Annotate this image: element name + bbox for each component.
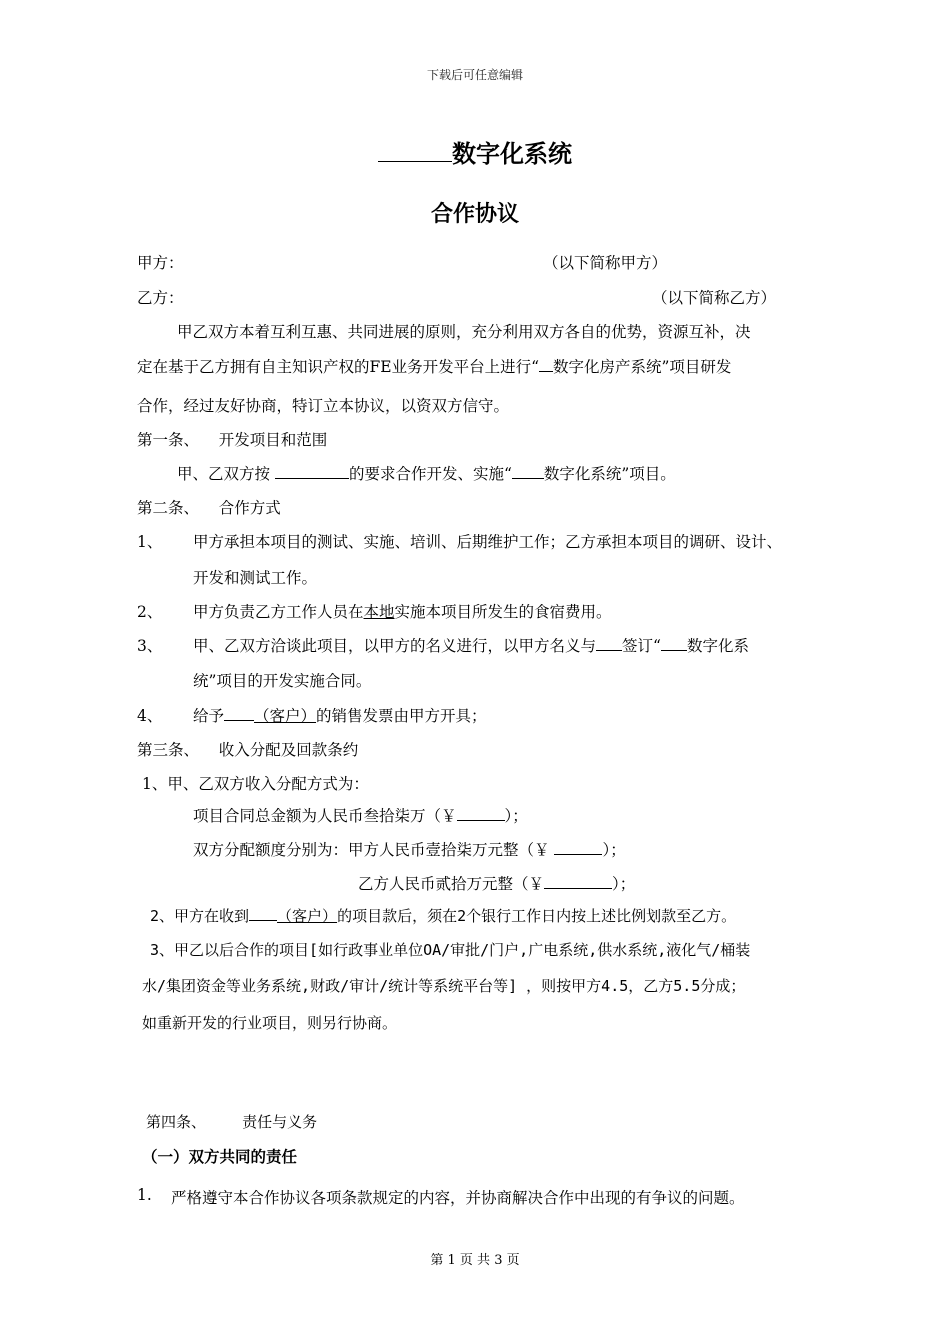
- intro-line-3: 合作，经过友好协商，特订立本协议，以资双方信守。: [137, 397, 510, 415]
- intro-line-2a: 定在基于乙方拥有自主知识产权的FE业务开发平台上进行“: [137, 358, 539, 376]
- art3-share-b-text: ）；: [602, 841, 626, 859]
- art1-text-c: 数字化系统”项目。: [543, 465, 676, 483]
- art2-item3-line2: 统”项目的开发实施合同。: [193, 672, 372, 690]
- art3-section-1: 1、甲、乙双方收入分配方式为：: [142, 775, 369, 793]
- art2-item3-blank-2: [661, 635, 687, 652]
- art3-section-3-line2: 水/集团资金等业务系统,财政/审计/统计等系统平台等] ，则按甲方4.5，乙方5.5分成；: [142, 977, 746, 995]
- page-footer: 第 1 页 共 3 页: [430, 1253, 520, 1268]
- art1-text-b: 的要求合作开发、实施“: [348, 465, 512, 483]
- page-header-note: 下载后可任意编辑: [426, 68, 523, 82]
- art3-section-3-line3: 如重新开发的行业项目，则另行协商。: [142, 1014, 398, 1032]
- art2-item4-underlined: （客户）: [254, 707, 317, 725]
- art3-section-3-line1: 3、甲乙以后合作的项目[如行政事业单位OA/审批/门户,广电系统,供水系统,液化气/桶装: [150, 941, 751, 959]
- intro-line-2b: 数字化房产系统”项目研发: [553, 358, 732, 376]
- art2-item3-a: 甲、乙双方洽谈此项目，以甲方的名义进行，以甲方名义与: [193, 637, 597, 655]
- intro-line-2: [137, 355, 731, 377]
- art1-blank-2: [512, 463, 544, 480]
- title-suffix: 数字化系统: [452, 140, 572, 168]
- art3-share-a: [193, 838, 626, 860]
- art2-item4-a: 给予: [193, 707, 225, 725]
- art2-item2-b: 实施本项目所发生的食宿费用。: [394, 603, 612, 621]
- art3-section-2: [150, 905, 736, 926]
- art1-text-a: 甲、乙双方按: [177, 465, 275, 483]
- art3-share-c-text: 乙方人民币贰拾万元整（￥: [358, 875, 545, 893]
- art3-total-a: 项目合同总金额为人民币叁拾柒万（￥: [193, 807, 457, 825]
- art4-item1-text: 严格遵守本合作协议各项条款规定的内容，并协商解决合作中出现的有争议的问题。: [171, 1189, 745, 1207]
- article-4-title: 第四条、 责任与义务: [146, 1113, 318, 1131]
- art2-item4-text: [193, 704, 487, 726]
- article-1-text: [177, 462, 676, 484]
- art3-share-b-blank: [544, 873, 612, 890]
- article-2-title: 第二条、 合作方式: [137, 499, 281, 517]
- title-blank: [378, 137, 452, 162]
- art3-s2-b: 的项目款后，须在2个银行工作日内按上述比例划款至乙方。: [337, 907, 737, 925]
- art2-item3-c: 数字化系: [686, 637, 749, 655]
- party-a-alias: （以下简称甲方）: [543, 254, 668, 272]
- art2-item2-a: 甲方负责乙方工作人员在: [193, 603, 364, 621]
- art3-share-b: [358, 872, 635, 894]
- art3-s2-underlined: （客户）: [277, 907, 338, 925]
- article-1-title: 第一条、 开发项目和范围: [137, 431, 328, 449]
- art2-item3-line1: [193, 634, 749, 656]
- art3-total-b: ）；: [504, 807, 528, 825]
- art2-item2-num: 2、: [137, 603, 163, 621]
- art2-item1-line1: 甲方承担本项目的测试、实施、培训、后期维护工作；乙方承担本项目的调研、设计、: [193, 533, 783, 551]
- art2-item2-underlined: 本地: [363, 603, 395, 621]
- party-a-label: 甲方：: [137, 254, 184, 272]
- art3-share-a-blank: [554, 839, 602, 856]
- art2-item3-b: 签订“: [622, 637, 661, 655]
- art2-item1-line2: 开发和测试工作。: [193, 569, 318, 587]
- art3-total-blank: [457, 805, 505, 822]
- art2-item3-num: 3、: [137, 637, 163, 655]
- document-subtitle: 合作协议: [430, 202, 519, 227]
- art3-share-d-text: ）；: [612, 875, 636, 893]
- art1-blank-1: [275, 463, 349, 480]
- article-3-title: 第三条、 收入分配及回款条约: [137, 741, 359, 759]
- art4-subsection-1: （一）双方共同的责任: [142, 1148, 298, 1166]
- art3-total: [193, 804, 528, 826]
- intro-line-1: 甲乙双方本着互利互惠、共同进展的原则，充分利用双方各自的优势，资源互补，决: [177, 323, 751, 341]
- art2-item3-blank-1: [596, 635, 622, 652]
- art2-item2-text: [193, 600, 612, 622]
- document-title: [0, 134, 950, 169]
- art3-s2-blank: [249, 905, 277, 921]
- art4-item1-num: 1.: [137, 1186, 152, 1204]
- art2-item4-num: 4、: [137, 707, 163, 725]
- party-b-label: 乙方：: [137, 289, 184, 307]
- art2-item1-num: 1、: [137, 533, 163, 551]
- intro-blank: [539, 356, 553, 373]
- art3-s2-a: 2、甲方在收到: [150, 907, 250, 925]
- art2-item4-b: 的销售发票由甲方开具；: [316, 707, 487, 725]
- art3-share-a-text: 双方分配额度分别为：甲方人民币壹拾柒万元整（￥: [193, 841, 555, 859]
- party-b-alias: （以下简称乙方）: [652, 289, 777, 307]
- art2-item4-blank: [224, 705, 254, 722]
